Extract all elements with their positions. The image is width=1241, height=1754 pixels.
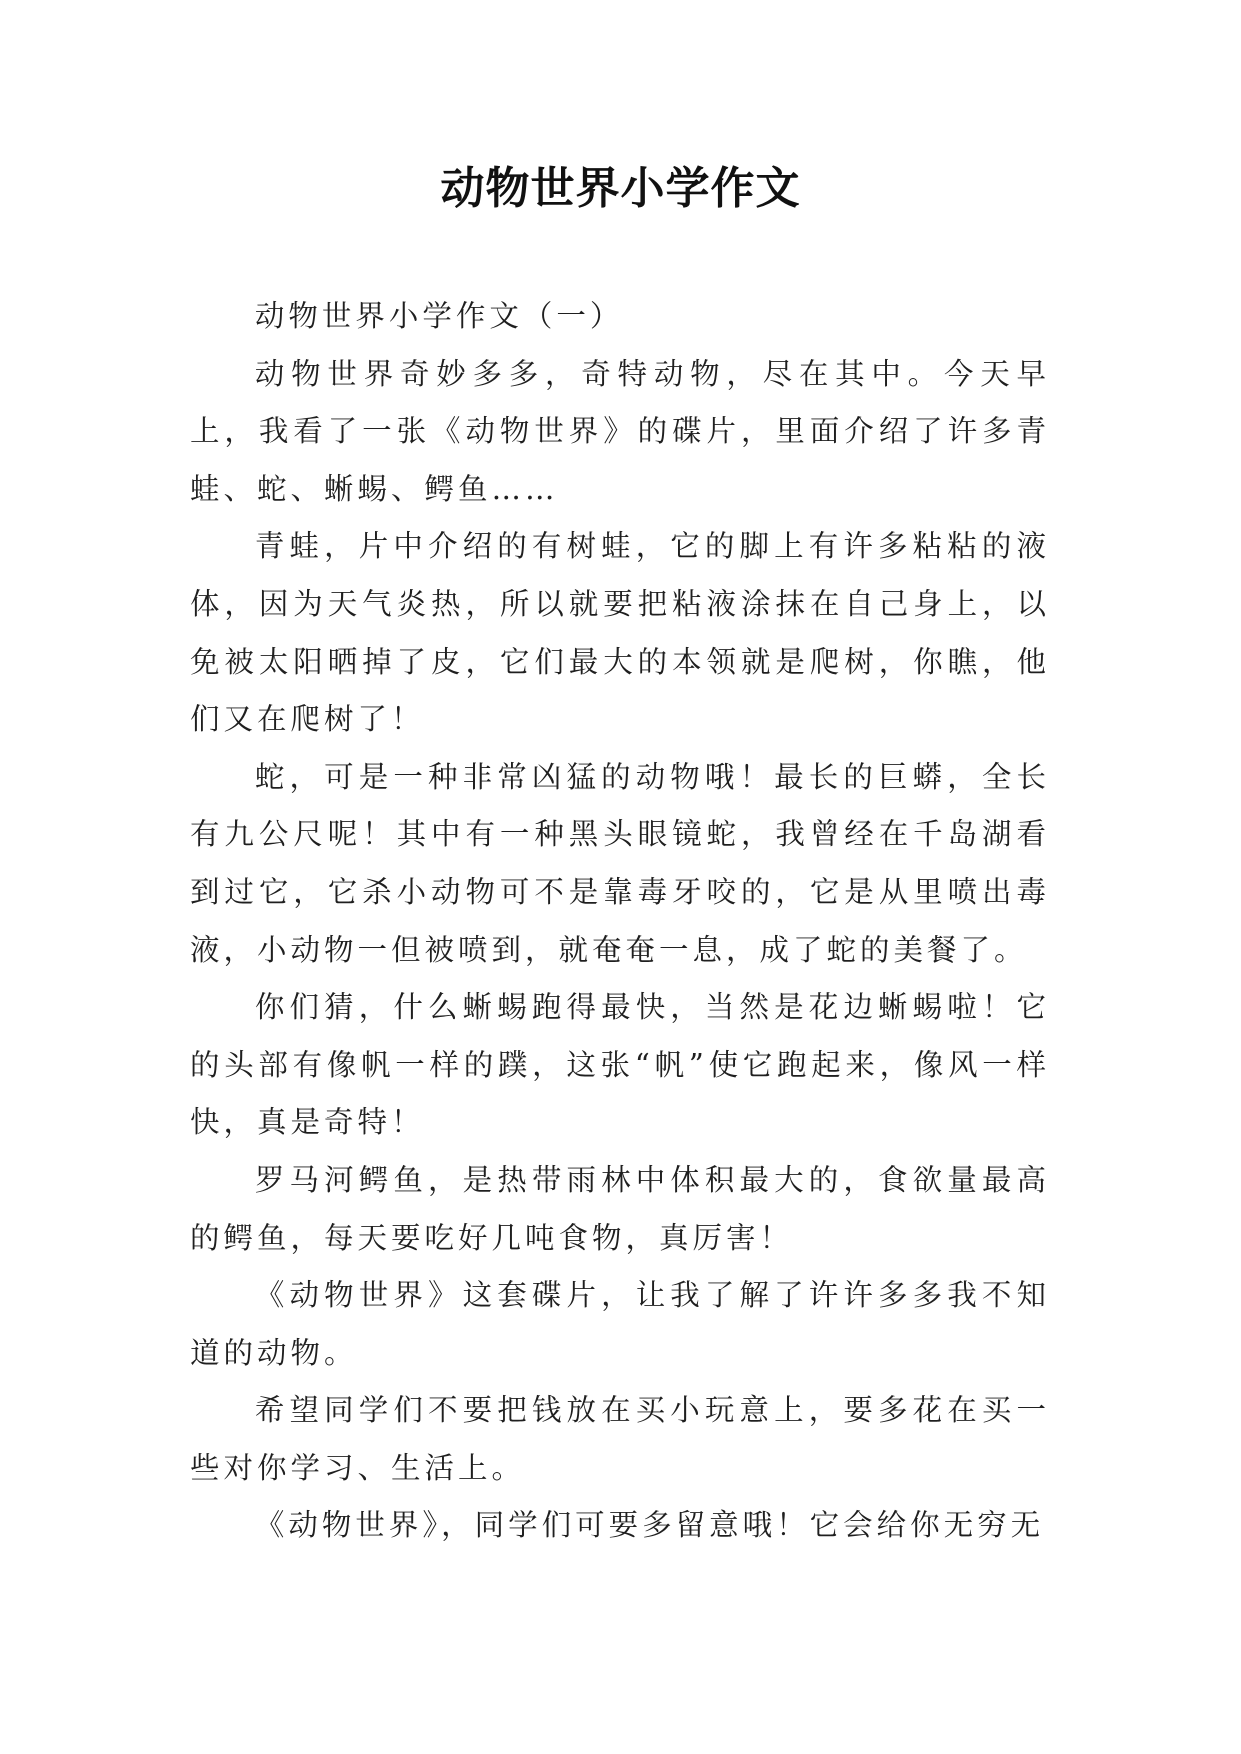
paragraph: 《动物世界》这套碟片，让我了解了许许多多我不知道的动物。 [190,1278,1050,1370]
paragraph: 罗马河鳄鱼，是热带雨林中体积最大的，食欲量最高的鳄鱼，每天要吃好几吨食物，真厉害！ [190,1162,1050,1255]
paragraph: 蛇，可是一种非常凶猛的动物哦！最长的巨蟒，全长有九公尺呢！其中有一种黑头眼镜蛇，我曾经在千岛湖看到过它，它杀小动物可不是靠毒牙咬的，它是从里喷出毒液，小动物一但被喷到，就奄奄一息，成了蛇的美餐了。 [190,759,1050,967]
paragraph: 你们猜，什么蜥蜴跑得最快，当然是花边蜥蜴啦！它的头部有像帆一样的蹼，这张“帆”使它跑起来，像风一样快，真是奇特！ [190,990,1050,1140]
document-body [190,288,1050,1555]
paragraph: 动物世界奇妙多多，奇特动物，尽在其中。今天早上，我看了一张《动物世界》的碟片，里面介绍了许多青蛙、蛇、蜥蜴、鳄鱼…… [190,356,1050,506]
paragraph: 希望同学们不要把钱放在买小玩意上，要多花在买一些对你学习、生活上。 [190,1393,1050,1485]
section-heading: 动物世界小学作文（一） [254,299,624,333]
document-title: 动物世界小学作文 [440,163,801,214]
paragraph: 《动物世界》，同学们可要多留意哦！它会给你无穷无 [254,1508,1045,1543]
paragraph: 青蛙，片中介绍的有树蛙，它的脚上有许多粘粘的液体，因为天气炎热，所以就要把粘液涂抹在自己身上，以免被太阳晒掉了皮，它们最大的本领就是爬树，你瞧，他们又在爬树了！ [190,529,1050,737]
